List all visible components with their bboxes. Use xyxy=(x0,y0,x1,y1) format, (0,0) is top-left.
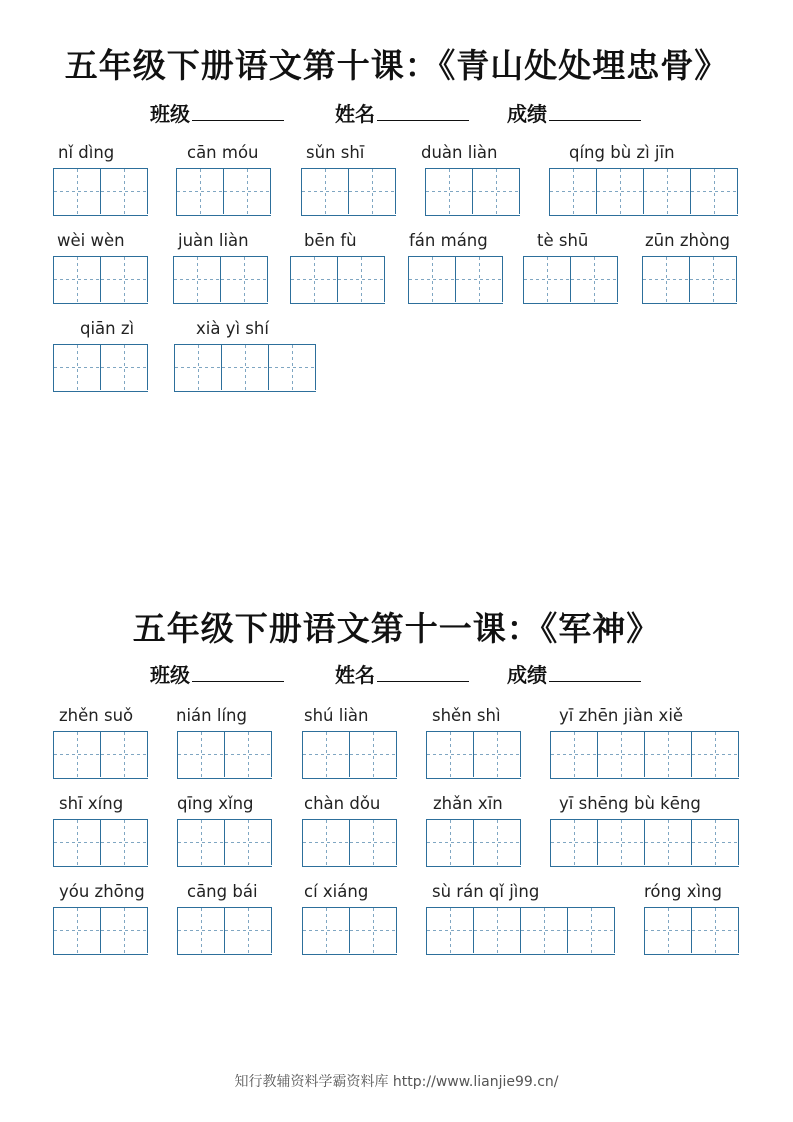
footer-watermark: 知行教辅资料学霸资料库 http://www.lianjie99.cn/ xyxy=(234,1074,559,1090)
tian-zi-ge-cell[interactable] xyxy=(645,732,692,777)
tian-zi-ge-cell[interactable] xyxy=(54,732,101,777)
lesson10-class-field[interactable] xyxy=(150,98,284,127)
word-pinyin: tè shū xyxy=(537,231,589,250)
writing-box-group xyxy=(550,731,739,779)
writing-box-group xyxy=(644,907,739,955)
tian-zi-ge-cell[interactable] xyxy=(303,908,350,953)
tian-zi-ge-cell[interactable] xyxy=(101,820,148,865)
word-pinyin: yī shēng bù kēng xyxy=(559,794,701,813)
tian-zi-ge-cell[interactable] xyxy=(550,169,597,214)
tian-zi-ge-cell[interactable] xyxy=(302,169,349,214)
tian-zi-ge-cell[interactable] xyxy=(224,169,271,214)
tian-zi-ge-cell[interactable] xyxy=(101,908,148,953)
lesson10-name-field[interactable] xyxy=(335,98,469,127)
tian-zi-ge-cell[interactable] xyxy=(349,169,396,214)
writing-box-group xyxy=(176,168,271,216)
tian-zi-ge-cell[interactable] xyxy=(338,257,385,302)
tian-zi-ge-cell[interactable] xyxy=(54,345,101,390)
word-pinyin: nǐ dìng xyxy=(58,143,115,162)
tian-zi-ge-cell[interactable] xyxy=(222,345,269,390)
tian-zi-ge-cell[interactable] xyxy=(101,257,148,302)
word-pinyin: cāng bái xyxy=(187,882,258,901)
word-pinyin: chàn dǒu xyxy=(304,794,381,813)
tian-zi-ge-cell[interactable] xyxy=(269,345,316,390)
writing-box-group xyxy=(523,256,618,304)
writing-box-group xyxy=(426,819,521,867)
word-pinyin: sù rán qǐ jìng xyxy=(432,882,540,901)
word-pinyin: shú liàn xyxy=(304,706,369,725)
writing-box-group xyxy=(53,256,148,304)
tian-zi-ge-cell[interactable] xyxy=(644,169,691,214)
tian-zi-ge-cell[interactable] xyxy=(427,732,474,777)
writing-box-group xyxy=(53,168,148,216)
tian-zi-ge-cell[interactable] xyxy=(474,820,521,865)
tian-zi-ge-cell[interactable] xyxy=(597,169,644,214)
tian-zi-ge-cell[interactable] xyxy=(350,908,397,953)
lesson10-score-field[interactable] xyxy=(507,98,641,127)
tian-zi-ge-cell[interactable] xyxy=(473,169,520,214)
class-label: 班级 xyxy=(150,663,190,687)
tian-zi-ge-cell[interactable] xyxy=(645,820,692,865)
tian-zi-ge-cell[interactable] xyxy=(598,732,645,777)
word-pinyin: fán máng xyxy=(409,231,488,250)
tian-zi-ge-cell[interactable] xyxy=(426,169,473,214)
writing-box-group xyxy=(53,344,148,392)
word-pinyin: yóu zhōng xyxy=(59,882,145,901)
tian-zi-ge-cell[interactable] xyxy=(54,908,101,953)
tian-zi-ge-cell[interactable] xyxy=(178,820,225,865)
word-pinyin: shī xíng xyxy=(59,794,124,813)
writing-box-group xyxy=(53,907,148,955)
tian-zi-ge-cell[interactable] xyxy=(456,257,503,302)
lesson11-name-field[interactable] xyxy=(335,659,469,688)
word-pinyin: zhǎn xīn xyxy=(433,794,503,813)
tian-zi-ge-cell[interactable] xyxy=(303,820,350,865)
tian-zi-ge-cell[interactable] xyxy=(175,345,222,390)
tian-zi-ge-cell[interactable] xyxy=(474,908,521,953)
tian-zi-ge-cell[interactable] xyxy=(521,908,568,953)
score-blank[interactable] xyxy=(549,661,641,682)
tian-zi-ge-cell[interactable] xyxy=(692,820,739,865)
writing-box-group xyxy=(550,819,739,867)
writing-box-group xyxy=(177,907,272,955)
tian-zi-ge-cell[interactable] xyxy=(101,732,148,777)
tian-zi-ge-cell[interactable] xyxy=(178,908,225,953)
tian-zi-ge-cell[interactable] xyxy=(551,820,598,865)
tian-zi-ge-cell[interactable] xyxy=(225,820,272,865)
writing-box-group xyxy=(301,168,396,216)
writing-box-group xyxy=(408,256,503,304)
score-blank[interactable] xyxy=(549,100,641,121)
name-label: 姓名 xyxy=(335,663,375,687)
tian-zi-ge-cell[interactable] xyxy=(691,169,738,214)
writing-box-group xyxy=(425,168,520,216)
tian-zi-ge-cell[interactable] xyxy=(101,345,148,390)
writing-box-group xyxy=(177,731,272,779)
writing-box-group xyxy=(53,819,148,867)
tian-zi-ge-cell[interactable] xyxy=(474,732,521,777)
tian-zi-ge-cell[interactable] xyxy=(524,257,571,302)
tian-zi-ge-cell[interactable] xyxy=(350,820,397,865)
word-pinyin: shěn shì xyxy=(432,706,501,725)
word-pinyin: cān móu xyxy=(187,143,259,162)
writing-box-group xyxy=(173,256,268,304)
tian-zi-ge-cell[interactable] xyxy=(692,732,739,777)
name-blank[interactable] xyxy=(377,100,469,121)
word-pinyin: yī zhēn jiàn xiě xyxy=(559,706,684,725)
writing-box-group xyxy=(174,344,316,392)
tian-zi-ge-cell[interactable] xyxy=(303,732,350,777)
tian-zi-ge-cell[interactable] xyxy=(101,169,148,214)
tian-zi-ge-cell[interactable] xyxy=(54,820,101,865)
word-pinyin: nián líng xyxy=(176,706,247,725)
word-pinyin: wèi wèn xyxy=(57,231,125,250)
tian-zi-ge-cell[interactable] xyxy=(598,820,645,865)
tian-zi-ge-cell[interactable] xyxy=(54,257,101,302)
word-pinyin: qíng bù zì jīn xyxy=(569,143,675,162)
word-pinyin: róng xìng xyxy=(644,882,722,901)
word-pinyin: bēn fù xyxy=(304,231,357,250)
tian-zi-ge-cell[interactable] xyxy=(427,908,474,953)
lesson11-title: 五年级下册语文第十一课：《军神》 xyxy=(132,609,661,648)
name-blank[interactable] xyxy=(377,661,469,682)
word-pinyin: duàn liàn xyxy=(421,143,498,162)
word-pinyin: juàn liàn xyxy=(178,231,249,250)
tian-zi-ge-cell[interactable] xyxy=(690,257,737,302)
tian-zi-ge-cell[interactable] xyxy=(177,169,224,214)
word-pinyin: zhěn suǒ xyxy=(59,706,134,725)
score-label: 成绩 xyxy=(507,663,547,687)
writing-box-group xyxy=(177,819,272,867)
tian-zi-ge-cell[interactable] xyxy=(225,732,272,777)
word-pinyin: sǔn shī xyxy=(306,143,365,162)
class-blank[interactable] xyxy=(192,100,284,121)
class-blank[interactable] xyxy=(192,661,284,682)
tian-zi-ge-cell[interactable] xyxy=(427,820,474,865)
tian-zi-ge-cell[interactable] xyxy=(178,732,225,777)
tian-zi-ge-cell[interactable] xyxy=(645,908,692,953)
tian-zi-ge-cell[interactable] xyxy=(221,257,268,302)
lesson11-score-field[interactable] xyxy=(507,659,641,688)
writing-box-group xyxy=(302,731,397,779)
tian-zi-ge-cell[interactable] xyxy=(568,908,615,953)
tian-zi-ge-cell[interactable] xyxy=(350,732,397,777)
word-pinyin: xià yì shí xyxy=(196,319,269,338)
word-pinyin: qiān zì xyxy=(80,319,135,338)
score-label: 成绩 xyxy=(507,102,547,126)
writing-box-group xyxy=(302,907,397,955)
name-label: 姓名 xyxy=(335,102,375,126)
writing-box-group xyxy=(53,731,148,779)
tian-zi-ge-cell[interactable] xyxy=(174,257,221,302)
word-pinyin: cí xiáng xyxy=(304,882,369,901)
writing-box-group xyxy=(549,168,738,216)
writing-box-group xyxy=(426,907,615,955)
writing-box-group xyxy=(642,256,737,304)
tian-zi-ge-cell[interactable] xyxy=(409,257,456,302)
class-label: 班级 xyxy=(150,102,190,126)
tian-zi-ge-cell[interactable] xyxy=(571,257,618,302)
tian-zi-ge-cell[interactable] xyxy=(551,732,598,777)
writing-box-group xyxy=(302,819,397,867)
tian-zi-ge-cell[interactable] xyxy=(54,169,101,214)
writing-box-group xyxy=(290,256,385,304)
lesson11-class-field[interactable] xyxy=(150,659,284,688)
tian-zi-ge-cell[interactable] xyxy=(225,908,272,953)
tian-zi-ge-cell[interactable] xyxy=(291,257,338,302)
writing-box-group xyxy=(426,731,521,779)
word-pinyin: zūn zhòng xyxy=(645,231,730,250)
lesson10-title: 五年级下册语文第十课：《青山处处埋忠骨》 xyxy=(64,46,729,85)
word-pinyin: qīng xǐng xyxy=(177,794,254,813)
tian-zi-ge-cell[interactable] xyxy=(643,257,690,302)
tian-zi-ge-cell[interactable] xyxy=(692,908,739,953)
